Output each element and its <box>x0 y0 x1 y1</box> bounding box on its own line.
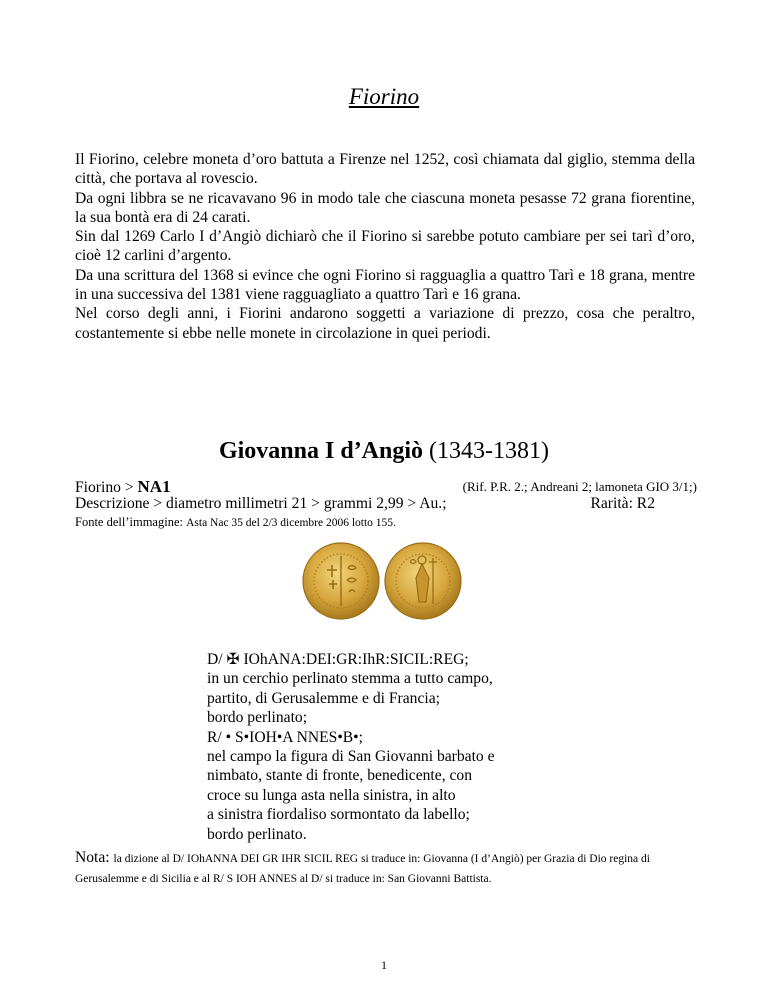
note <box>75 848 697 889</box>
ruler-name: Giovanna I d’Angiò <box>218 438 424 464</box>
intro-paragraph: Il Fiorino, celebre moneta d’oro battuta a Firenze nel 1252, così chiamata dal giglio, stemma della città, che portava al rovescio. <box>75 151 695 188</box>
coin-type-row <box>75 477 697 497</box>
intro-paragraph: Da ogni libbra se ne ricavavano 96 in modo tale che ciascuna moneta pesasse 72 grana fiorentine, la sua bontà era di 24 carati. <box>75 189 695 226</box>
coin-legend <box>207 650 567 844</box>
legend-line: croce su lunga asta nella sinistra, in alto <box>207 786 456 804</box>
legend-line: bordo perlinato; <box>207 709 308 727</box>
intro-paragraph: Nel corso degli anni, i Fiorini andarono soggetti a variazione di prezzo, cosa che peraltro, costantemente si ebbe nelle monete in circolazione in quei periodi. <box>75 305 695 342</box>
coin-image-svg <box>300 540 464 622</box>
coin-rarity: Rarità: R2 <box>590 495 655 512</box>
intro-paragraph: Sin dal 1269 Carlo I d’Angiò dichiarò che il Fiorino si sarebbe potuto cambiare per sei tarì d’oro, cioè 12 carlini d’argento. <box>75 228 695 265</box>
legend-line: nel campo la figura di San Giovanni barbato e <box>207 748 495 766</box>
legend-line: R/ • S•IOH•A NNES•B•; <box>207 728 363 746</box>
image-source-label: Fonte dell’immagine: <box>75 515 187 529</box>
coin-references: (Rif. P.R. 2.; Andreani 2; lamoneta GIO 3/1;) <box>462 479 697 494</box>
coin-description: Descrizione > diametro millimetri 21 > grammi 2,99 > Au.; <box>75 495 447 512</box>
coin-image <box>300 540 464 622</box>
coin-code: NA1 <box>137 477 171 496</box>
coin-description-row <box>75 495 697 513</box>
image-source-text: Asta Nac 35 del 2/3 dicembre 2006 lotto 155. <box>186 517 396 529</box>
intro-text <box>75 150 695 343</box>
legend-line: bordo perlinato. <box>207 825 307 843</box>
legend-line: a sinistra fiordaliso sormontato da labello; <box>207 806 470 824</box>
ruler-years: (1343-1381) <box>429 438 550 464</box>
legend-line: D/ ✠ IOhANA:DEI:GR:IhR:SICIL:REG; <box>207 651 469 668</box>
page-title: Fiorino <box>348 84 420 109</box>
reverse-coin <box>385 543 461 619</box>
legend-line: nimbato, stante di fronte, benedicente, con <box>207 767 473 785</box>
intro-paragraph: Da una scrittura del 1368 si evince che ogni Fiorino si ragguaglia a quattro Tarì e 18 grana, mentre in una successiva del 1381 viene ragguagliato a quattro Tarì e 16 grana. <box>75 266 695 304</box>
image-source-row <box>75 515 697 530</box>
page-number: 1 <box>381 958 387 972</box>
coin-type-prefix: Fiorino > <box>75 479 138 496</box>
legend-line: in un cerchio perlinato stemma a tutto campo, <box>207 670 493 688</box>
note-label: Nota: <box>75 849 114 866</box>
obverse-coin <box>303 543 379 619</box>
ruler-heading <box>0 438 768 465</box>
note-text: la dizione al D/ IOhANNA DEI GR IHR SICIL REG si traduce in: Giovanna (I d’Angiò) per Grazia di Dio regina di Gerusalemme e di Sicilia e al R/ S IOH ANNES al D/ si traduce in: San Giovanni Battista. <box>75 853 650 885</box>
legend-line: partito, di Gerusalemme e di Francia; <box>207 689 440 707</box>
